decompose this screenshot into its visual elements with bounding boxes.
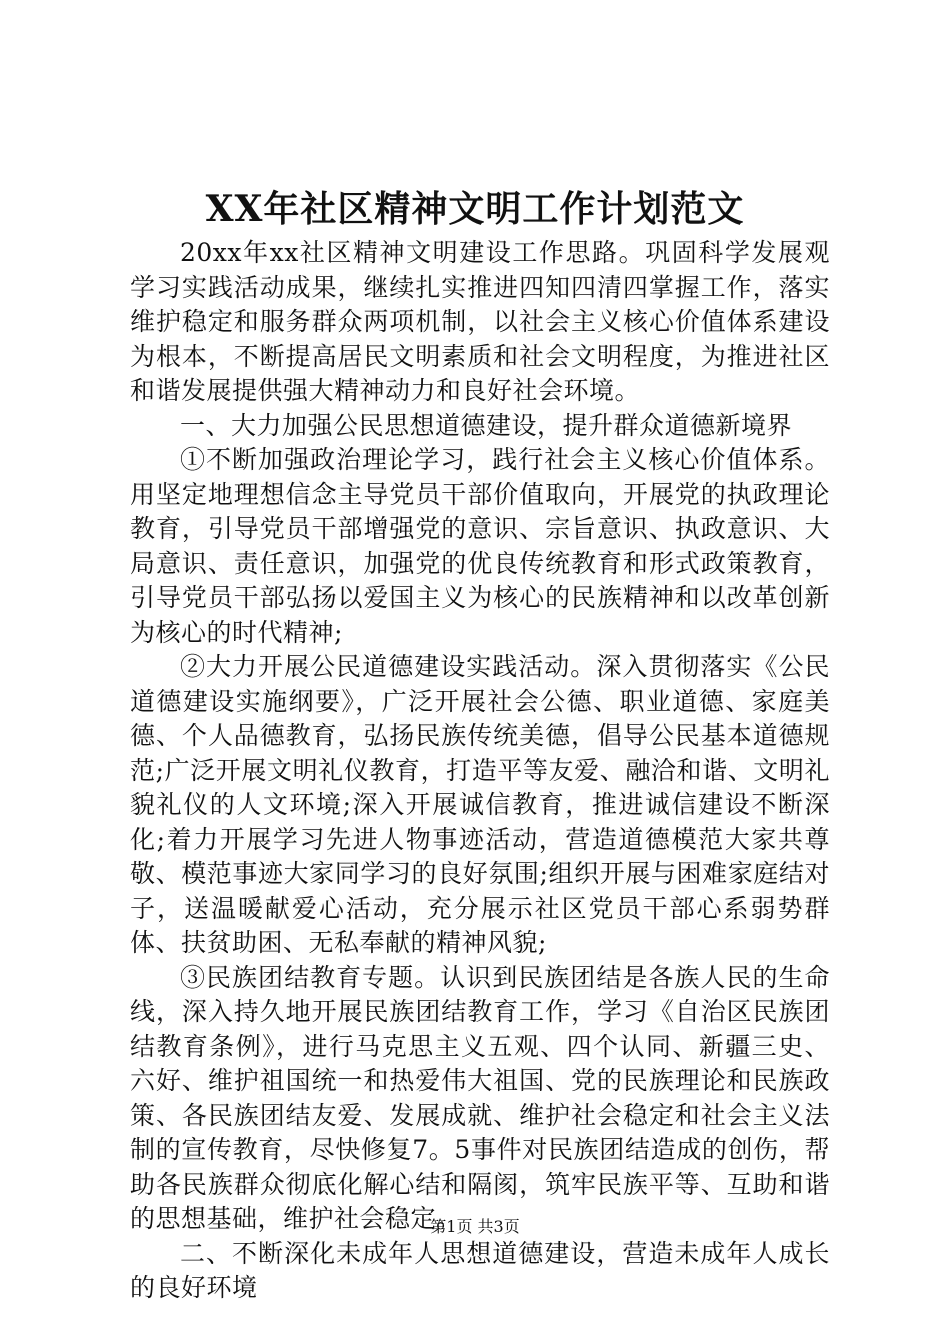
document-body bbox=[130, 236, 830, 1306]
document-title: XX年社区精神文明工作计划范文 bbox=[205, 188, 745, 230]
paragraph-item-3: ③民族团结教育专题。认识到民族团结是各族人民的生命线，深入持久地开展民族团结教育工作，学习《自治区民族团结教育条例》，进行马克思主义五观、四个认同、新疆三史、六好、维护祖国统一和热爱伟大祖国、党的民族理论和民族政策、各民族团结友爱、发展成就、维护社会稳定和社会主义法制的宣传教育，尽快修复7。5事件对民族团结造成的创伤，帮助各民族群众彻底化解心结和隔阂，筑牢民族平等、互助和谐的思想基础，维护社会稳定。 bbox=[130, 962, 830, 1233]
paragraph-item-1: ①不断加强政治理论学习，践行社会主义核心价值体系。用坚定地理想信念主导党员干部价值取向，开展党的执政理论教育，引导党员干部增强党的意识、宗旨意识、执政意识、大局意识、责任意识，加强党的优良传统教育和形式政策教育，引导党员干部弘扬以爱国主义为核心的民族精神和以改革创新为核心的时代精神; bbox=[130, 445, 830, 647]
page-footer: 第1页 共3页 bbox=[430, 1217, 520, 1236]
paragraph-intro: 20xx年xx社区精神文明建设工作思路。巩固科学发展观学习实践活动成果，继续扎实推进四知四清四掌握工作，落实维护稳定和服务群众两项机制，以社会主义核心价值体系建设为根本，不断提高居民文明素质和社会文明程度，为推进社区和谐发展提供强大精神动力和良好社会环境。 bbox=[130, 238, 830, 405]
section-heading-2: 二、不断深化未成年人思想道德建设，营造未成年人成长的良好环境 bbox=[130, 1238, 830, 1302]
paragraph-item-2: ②大力开展公民道德建设实践活动。深入贯彻落实《公民道德建设实施纲要》，广泛开展社会公德、职业道德、家庭美德、个人品德教育，弘扬民族传统美德，倡导公民基本道德规范;广泛开展文明礼仪教育，打造平等友爱、融洽和谐、文明礼貌礼仪的人文环境;深入开展诚信教育，推进诚信建设不断深化;着力开展学习先进人物事迹活动，营造道德模范大家共尊敬、模范事迹大家同学习的良好氛围;组织开展与困难家庭结对子，送温暖献爱心活动，充分展示社区党员干部心系弱势群体、扶贫助困、无私奉献的精神风貌; bbox=[130, 652, 830, 957]
section-heading-1: 一、大力加强公民思想道德建设，提升群众道德新境界 bbox=[180, 410, 793, 440]
